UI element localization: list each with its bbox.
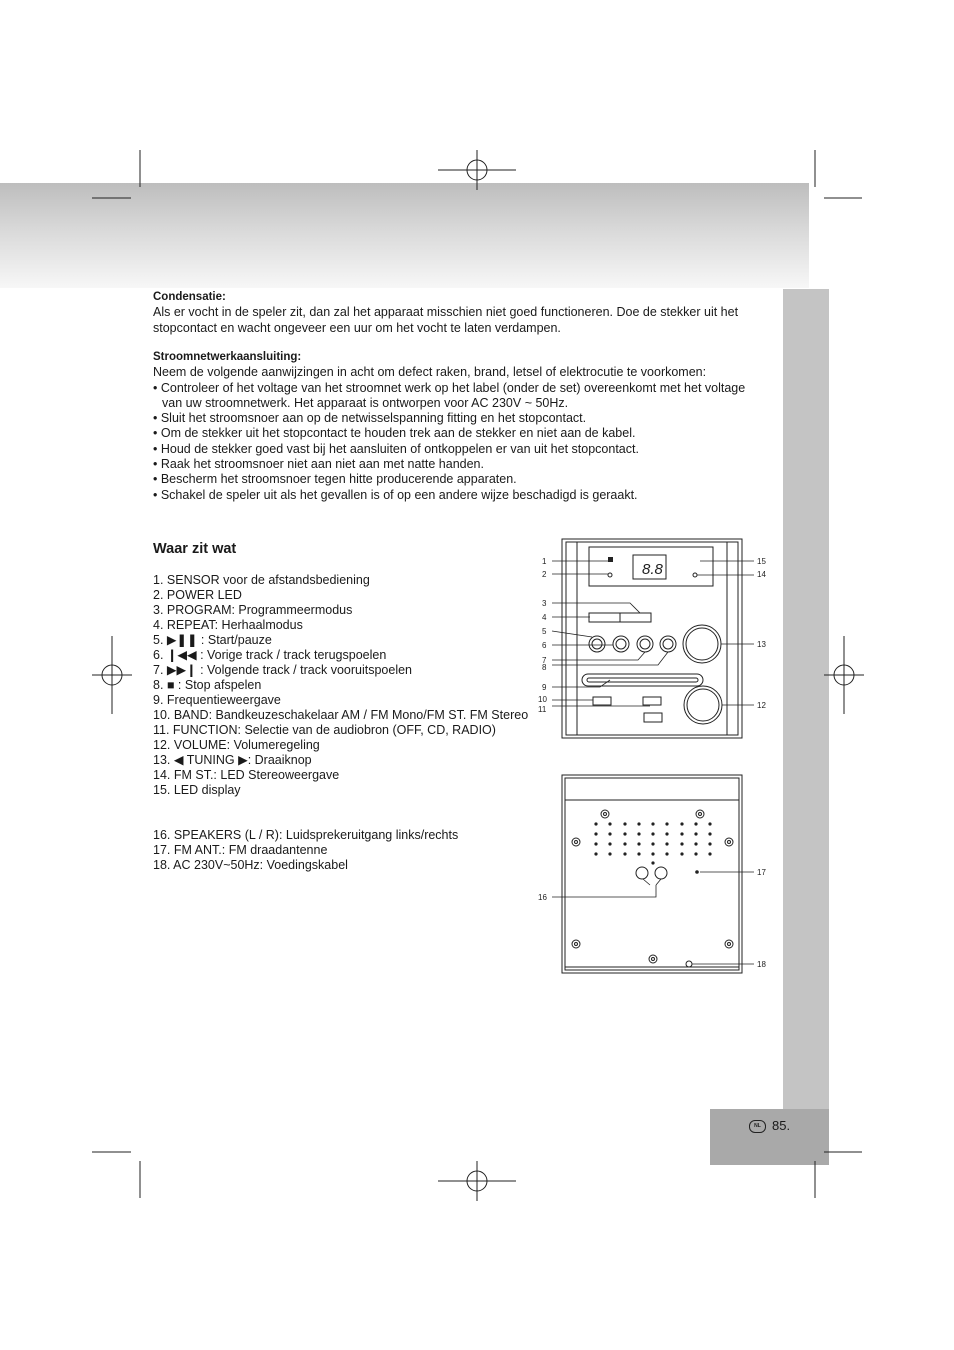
- callout-label: 4: [542, 613, 547, 622]
- list-item: 5. ▶❚❚ : Start/pauze: [153, 633, 272, 647]
- list-item: 4. REPEAT: Herhaalmodus: [153, 618, 303, 632]
- callout-label: 12: [757, 701, 766, 710]
- stroom-bullet: • Raak het stroomsnoer niet aan niet aan met natte handen.: [153, 457, 484, 472]
- callout-label: 13: [757, 640, 766, 649]
- callout-label: 11: [538, 705, 547, 714]
- display-readout: 8.8: [642, 561, 663, 578]
- callout-label: 15: [757, 557, 766, 566]
- condensatie-text: Als er vocht in de speler zit, dan zal het apparaat misschien niet goed functioneren. Doe de stekker uit het stopcontact en wacht ongeveer een uur om het vocht te laten verdampen.: [153, 305, 739, 335]
- list-item: 6. ❙◀◀ : Vorige track / track terugspoelen: [153, 648, 387, 662]
- callout-label: 2: [542, 570, 547, 579]
- stroom-bullet: • Houd de stekker goed vast bij het aansluiten of ontkoppelen er van uit het stopcontact.: [153, 441, 639, 456]
- stroom-heading: Stroomnetwerkaansluiting:: [153, 351, 302, 363]
- callout-label: 3: [542, 599, 547, 608]
- list-item: 3. PROGRAM: Programmeermodus: [153, 603, 353, 617]
- callout-label: 7: [542, 656, 547, 665]
- list-item: 14. FM ST.: LED Stereoweergave: [153, 768, 340, 782]
- list-item: 1. SENSOR voor de afstandsbediening: [153, 573, 370, 587]
- list-item: 12. VOLUME: Volumeregeling: [153, 738, 320, 752]
- stroom-bullet: • Sluit het stroomsnoer aan op de netwisselspanning fitting en het stopcontact.: [153, 411, 587, 426]
- stroom-bullet: • Controleer of het voltage van het stroomnet werk op het label (onder de set) overeenkomt met het voltage van uw stroomnetwerk. Het apparaat is ontworpen voor AC 230V ~ 50Hz.: [153, 380, 746, 410]
- list-item: 18. AC 230V~50Hz: Voedingskabel: [153, 858, 348, 872]
- callout-label: 9: [542, 683, 547, 692]
- callout-label: 17: [757, 868, 766, 877]
- callout-label: 5: [542, 627, 547, 636]
- callout-label: 8: [542, 663, 547, 672]
- list-item: 16. SPEAKERS (L / R): Luidsprekeruitgang links/rechts: [153, 828, 459, 842]
- stroom-bullet: • Bescherm het stroomsnoer tegen hitte producerende apparaten.: [153, 472, 517, 487]
- callout-label: 16: [538, 893, 547, 902]
- callout-label: 6: [542, 641, 547, 650]
- list-item: 8. ■ : Stop afspelen: [153, 678, 262, 692]
- list-item: 7. ▶▶❙ : Volgende track / track vooruitspoelen: [153, 663, 412, 677]
- callout-label: 1: [542, 557, 547, 566]
- condensatie-heading: Condensatie:: [153, 291, 226, 303]
- list-item: 10. BAND: Bandkeuzeschakelaar AM / FM Mono/FM ST. FM Stereo: [153, 708, 529, 722]
- callout-label: 14: [757, 570, 766, 579]
- list-item: 13. ◀ TUNING ▶: Draaiknop: [153, 753, 312, 767]
- list-item: 2. POWER LED: [153, 588, 242, 602]
- stroom-bullet: • Schakel de speler uit als het gevallen is of op een andere wijze beschadigd is geraakt.: [153, 487, 638, 502]
- stroom-bullet: • Om de stekker uit het stopcontact te houden trek aan de stekker en niet aan de kabel.: [153, 426, 636, 441]
- page-number: 85.: [772, 1118, 791, 1133]
- list-item: 17. FM ANT.: FM draadantenne: [153, 843, 328, 857]
- stroom-intro: Neem de volgende aanwijzingen in acht om defect raken, brand, letsel of elektrocutie te voorkomen:: [153, 365, 707, 380]
- callout-label: 18: [757, 960, 766, 969]
- language-badge: NL: [749, 1120, 766, 1133]
- list-item: 9. Frequentieweergave: [153, 693, 281, 707]
- section-title: Waar zit wat: [153, 541, 237, 557]
- list-item: 15. LED display: [153, 783, 241, 797]
- list-item: 11. FUNCTION: Selectie van de audiobron (OFF, CD, RADIO): [153, 723, 496, 737]
- callout-label: 10: [538, 695, 547, 704]
